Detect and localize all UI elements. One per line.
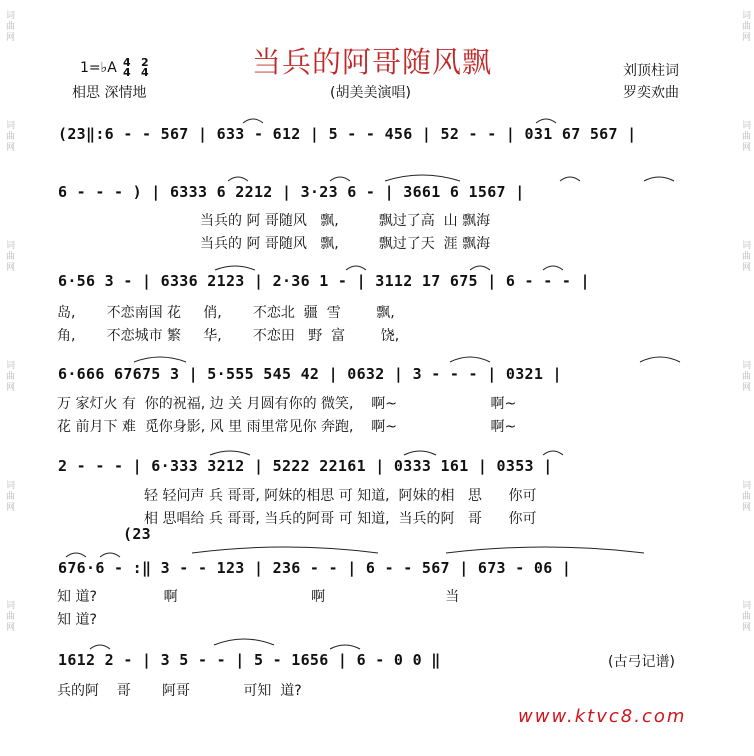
slur (560, 177, 580, 181)
time-sig-top: 2 (141, 56, 149, 69)
staff-line-3: 6·56 3 - | 6336 2123 | 2·36 1 - | 3112 17 675 | 6 - - - | (58, 272, 590, 290)
slur (210, 451, 250, 455)
watermark-right: 词曲网 (740, 240, 750, 273)
volta-pickup: (23 (123, 525, 151, 543)
watermark-left: 词曲网 (4, 240, 14, 273)
lyric-verse-2: 相 思唱给 兵 哥哥, 当兵的阿哥 可 知道, 当兵的阿 哥 你可 (144, 511, 537, 527)
watermark-left: 词曲网 (4, 360, 14, 393)
lyric-verse-2: 知 道? (57, 612, 97, 628)
slur (90, 645, 110, 649)
lyric-verse-2: 花 前月下 难 觅你身影, 风 里 雨里常见你 奔跑, 啊~ 啊~ (57, 419, 517, 435)
slur (640, 357, 680, 362)
lyric-verse-1: 轻 轻问声 兵 哥哥, 阿妹的相思 可 知道, 阿妹的相 思 你可 (144, 488, 537, 504)
staff-line-5: 2 - - - | 6·333 3212 | 5222 22161 | 0333 161 | 0353 | (58, 457, 553, 475)
slur (404, 451, 436, 455)
slur (243, 119, 263, 123)
lyric-verse-1: 当兵的 阿 哥随风 飘, 飘过了高 山 飘海 (200, 213, 491, 229)
time-sig-bottom: 4 (123, 66, 131, 79)
staff-line-4: 6·666 67675 3 | 5·555 545 42 | 0632 | 3 - - - | 0321 | (58, 365, 562, 383)
slur (214, 639, 274, 645)
lyric-verse-2: 角, 不恋城市 繁 华, 不恋田 野 富 饶, (57, 328, 400, 344)
lyric-verse-1: 知 道? 啊 啊 当 (57, 589, 460, 605)
slur (100, 553, 120, 557)
watermark-right: 词曲网 (740, 10, 750, 43)
watermark-left: 词曲网 (4, 120, 14, 153)
mood-marking: 相思 深情地 (72, 85, 147, 101)
slur (543, 266, 563, 270)
time-sig-top: 4 (123, 56, 131, 69)
slur (385, 175, 460, 181)
slur (330, 645, 360, 649)
transcriber-credit: (古弓记谱) (608, 654, 675, 670)
watermark-right: 词曲网 (740, 480, 750, 513)
lyric-verse-2: 当兵的 阿 哥随风 飘, 飘过了天 涯 飘海 (200, 236, 491, 252)
watermark-left: 词曲网 (4, 10, 14, 43)
slur (543, 451, 563, 455)
watermark-left: 词曲网 (4, 600, 14, 633)
slur (228, 177, 248, 181)
slur (536, 119, 556, 123)
staff-line-7: 1612 2 - | 3 5 - - | 5 - 1656 | 6 - 0 0 ‖ (58, 651, 441, 669)
slur (134, 357, 186, 362)
slur (446, 547, 644, 553)
composer: 罗奕欢曲 (623, 85, 679, 101)
watermark-right: 词曲网 (740, 600, 750, 633)
staff-line-1: (23‖:6 - - 567 | 633 - 612 | 5 - - 456 | 52 - - | 031 67 567 | (58, 125, 637, 143)
slur (470, 266, 490, 270)
singer: (胡美美演唱) (330, 85, 411, 101)
song-title: 当兵的阿哥随风飘 (252, 45, 493, 79)
slur (346, 266, 366, 270)
slur (192, 547, 378, 553)
site-url[interactable]: www.ktvc8.com (518, 706, 687, 727)
slur (330, 177, 350, 181)
slur (644, 177, 674, 181)
watermark-right: 词曲网 (740, 360, 750, 393)
lyricist: 刘顶柱词 (623, 63, 679, 79)
lyric-verse-1: 兵的阿 哥 阿哥 可知 道? (57, 683, 302, 699)
slur (66, 553, 86, 557)
key-signature: 1=♭A (80, 60, 117, 76)
time-sig-bottom: 4 (141, 66, 149, 79)
lyric-verse-1: 岛, 不恋南国 花 俏, 不恋北 疆 雪 飘, (57, 305, 395, 321)
lyric-verse-1: 万 家灯火 有 你的祝福, 边 关 月圆有你的 微笑, 啊~ 啊~ (57, 396, 517, 412)
watermark-left: 词曲网 (4, 480, 14, 513)
staff-line-2: 6 - - - ) | 6333 6 2212 | 3·23 6 - | 3661 6 1567 | (58, 183, 525, 201)
staff-line-6: 676·6 - :‖ 3 - - 123 | 236 - - | 6 - - 567 | 673 - 06 | (58, 559, 572, 577)
slur (450, 357, 490, 362)
slur (215, 266, 255, 270)
watermark-right: 词曲网 (740, 120, 750, 153)
